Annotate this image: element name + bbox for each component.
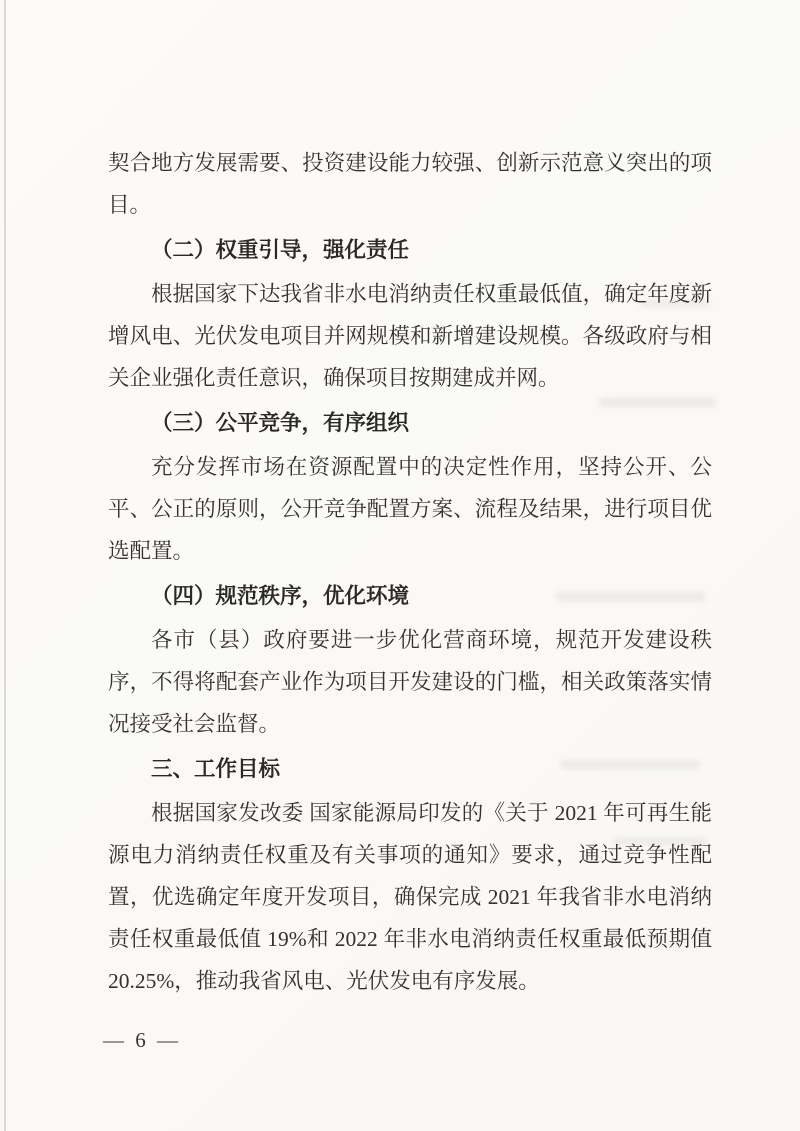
paragraph: 根据国家下达我省非水电消纳责任权重最低值，确定年度新增风电、光伏发电项目并网规模和新增建设规模。各级政府与相关企业强化责任意识，确保项目按期建成并网。 [108, 282, 712, 390]
paragraph: 契合地方发展需要、投资建设能力较强、创新示范意义突出的项目。 [108, 151, 712, 217]
page-number: — 6 — [103, 1028, 181, 1052]
paragraph: 各市（县）政府要进一步优化营商环境，规范开发建设秩序，不得将配套产业作为项目开发建设的门槛，相关政策落实情况接受社会监督。 [108, 628, 712, 736]
document-body [108, 142, 712, 1002]
section-heading: （三）公平竞争，有序组织 [151, 411, 410, 435]
paragraph: 充分发挥市场在资源配置中的决定性作用，坚持公开、公平、公正的原则，公开竞争配置方案、流程及结果，进行项目优选配置。 [108, 455, 712, 563]
paragraph: 根据国家发改委 国家能源局印发的《关于 2021 年可再生能源电力消纳责任权重及有关事项的通知》要求，通过竞争性配置，优选确定年度开发项目，确保完成 2021 年我省非水电消纳责任权重最低值 19%和 2022 年非水电消纳责任权重最低预期值 20.25%，推动我省风电、光伏发电有序发展。 [108, 801, 712, 993]
page-footer [103, 1026, 181, 1054]
section-heading: （二）权重引导，强化责任 [151, 238, 410, 262]
section-heading: （四）规范秩序，优化环境 [151, 584, 410, 608]
scan-edge-line [4, 0, 6, 1131]
section-heading: 三、工作目标 [151, 757, 281, 781]
